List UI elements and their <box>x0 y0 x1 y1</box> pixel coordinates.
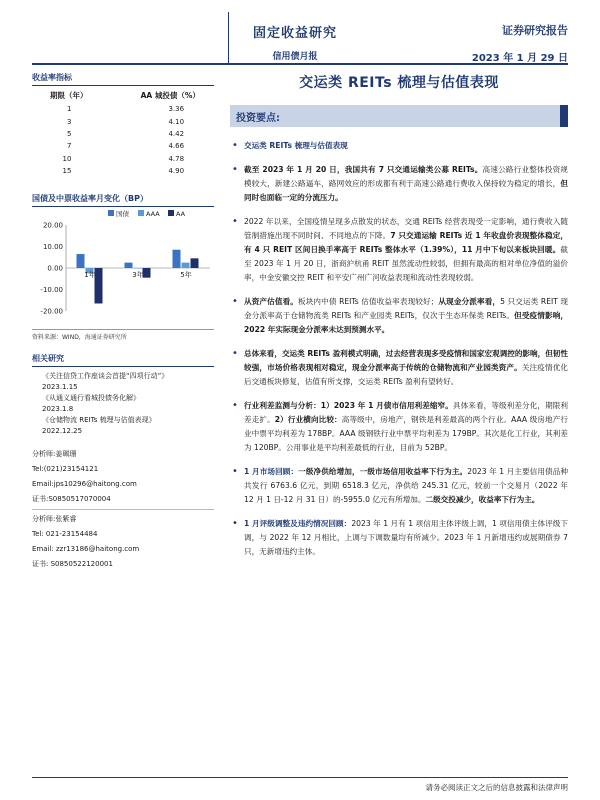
bullets <box>230 139 568 559</box>
doc-title: 交运类 REITs 梳理与估值表现 <box>299 75 499 91</box>
legend-label: AA <box>176 210 186 219</box>
table-row <box>32 128 214 140</box>
footer-rule <box>32 777 568 778</box>
header-subtitle: 信用债月报 <box>272 52 318 62</box>
analyst-cert: 证书: S0850522120001 <box>32 560 113 569</box>
research-title[interactable]: 《从通义通行看城投债务化解》 <box>42 394 140 403</box>
y-tick-label: 10.00 <box>42 243 63 252</box>
bullet-3: • 2022 年以来，全国疫情呈现多点散发的状态，交通 REITs 经营表现受一定影响，通行费收入随管制措施出现不同时间、不同地点的下降。7 只交通运输 REITs 近 1 年收盘价表现整体稳定，有 4 只 REIT 区间日换手率高于 REITs 整体水平（1.39%），11 月中下旬以来板块回暖。截至 2023 年 1 月 20 日，浙商沪杭甬 REIT 虽然流动性较弱，但拥有最高的相对单位净值的溢价率，中金安徽交控 REIT 和平安广州广河收益表现和流动性表现较弱。 <box>230 215 568 285</box>
y-tick-label: -10.00 <box>40 286 63 295</box>
x-tick-label: 5年 <box>180 271 192 280</box>
bullet-4: • 从资产估值看。板块内中债 REITs 估值收益率表现较好；从现金分派率看，5 只交运类 REIT 现金分派率高于仓储物流类 REITs 和产业园类 REITs，仅次于生态环保类 REITs。但受疫情影响，2022 年实际现金分派率未达到预测水平。 <box>230 295 568 337</box>
col-yield: AA 城投债（%） <box>140 91 200 100</box>
yield-cell: 4.66 <box>168 142 185 151</box>
bar-AAA-5年 <box>182 263 190 268</box>
research-date: 2023.1.8 <box>42 405 74 414</box>
header-right <box>472 22 568 64</box>
term-cell: 5 <box>66 129 72 138</box>
yield-table <box>32 88 214 177</box>
y-tick-label: 20.00 <box>42 221 63 230</box>
bp-bar-chart <box>32 207 214 325</box>
y-tick-label: 0.00 <box>47 264 63 273</box>
report-date: 2023 年 1 月 29 日 <box>471 53 568 64</box>
bar-国债-5年 <box>173 250 181 268</box>
legend-swatch <box>168 210 174 216</box>
research-title[interactable]: 《仓储物流 REITs 梳理与估值表现》 <box>42 416 156 425</box>
key-points-bar <box>230 105 568 127</box>
bp-chart-block <box>32 193 214 341</box>
research-date: 2022.12.25 <box>42 427 83 436</box>
table-row <box>32 115 214 127</box>
legend-label: 国债 <box>116 210 129 219</box>
bar-AAA-3年 <box>134 268 142 269</box>
analyst-divider <box>32 509 214 510</box>
bullet-8: • 1 月评级调整及违约情况回顾：2023 年 1 月有 1 项信用主体评级上调，1 项信用债主体评级下调，与 2022 年 12 月相比，上调与下调数量均有所减少。2023 年 1 月新增违约或展期债券 7 只，无新增违约主体。 <box>230 517 568 559</box>
term-cell: 7 <box>66 142 72 151</box>
analyst-block <box>32 447 214 572</box>
header-divider <box>228 12 229 63</box>
col-term: 期限（年） <box>50 91 88 100</box>
term-cell: 1 <box>66 105 72 114</box>
x-tick-label: 3年 <box>132 271 144 280</box>
bar-国债-1年 <box>77 254 85 268</box>
term-cell: 3 <box>66 117 72 126</box>
analyst-name: 分析师:张紫睿 <box>32 515 77 524</box>
yield-cell: 4.78 <box>168 154 185 163</box>
legend-swatch <box>108 210 114 216</box>
term-cell: 15 <box>62 167 72 176</box>
chart-source: 资料来源：WIND，海通证券研究所 <box>32 329 214 341</box>
x-tick-label: 1年 <box>84 271 96 280</box>
analyst-tel: Tel: 021-23154484 <box>32 530 98 539</box>
bullet-1: • 交运类 REITs 梳理与估值表现 <box>230 139 568 153</box>
analyst-email[interactable]: Email: zzr13186@haitong.com <box>32 545 140 554</box>
bullet-2: • 截至 2023 年 1 月 20 日，我国共有 7 只交通运输类公募 REITs。高速公路行业整体投资规模较大，新建公路逼车，路网效应的形成都有利于高速公路通行费收入保持较为稳定的增长，但同时也面临一定的分流压力。 <box>230 163 568 205</box>
bullet-6: • 行业利差监测与分析：1）2023 年 1 月债市信用利差缩窄。具体来看，等级利差分化，期限利差走扩。2）行业横向比较：高等级中，房地产，钢铁是利差最高的两个行业。AAA 级房地产行业中票平均利差为 178BP。AAA 级钢铁行业中票平均利差为 179BP。其次是化工行业，其利差为 120BP。公用事业是平均利差最低的行业，目前为 52BP。 <box>230 399 568 455</box>
research-title[interactable]: 《关注信贷工作座谈会首提“四项行动”》 <box>42 372 169 381</box>
table-row <box>32 153 214 165</box>
yield-cell: 4.10 <box>168 117 185 126</box>
legend-label: AAA <box>146 210 160 219</box>
bullet-5: • 总体来看，交运类 REITs 盈利模式明确，过去经营表现多受疫情和国家宏观调控的影响，但韧性较强，市场价格表现相对稳定，现金分派率高于传统的仓储物流和产业园类资产。关注疫情优化后交通板块修复，估值有所支撑，交运类 REITs 盈利有望转好。 <box>230 347 568 389</box>
header-title: 固定收益研究 <box>252 26 337 41</box>
research-heading: 相关研究 <box>32 353 214 367</box>
term-cell: 10 <box>62 154 72 163</box>
y-tick-label: -20.00 <box>40 307 63 316</box>
analyst-tel: Tel:(021)23154121 <box>32 465 99 474</box>
report-type: 证券研究报告 <box>502 24 568 37</box>
table-row <box>32 165 214 177</box>
bullet-7: • 1 月市场回顾：一级净供给增加，一级市场信用收益率下行为主。2023 年 1 月主要信用债品种共发行 6763.6 亿元，到期 6518.3 亿元，净供给 245.31 亿元，较前一个交易月（2022 年 12 月 1 日-12 月 31 日）的-5955.0 亿元有所增加。二级交投减少，收益率下行为主。 <box>230 465 568 507</box>
research-date: 2023.1.15 <box>42 383 78 392</box>
analyst-email[interactable]: Email:jps10296@haitong.com <box>32 480 137 489</box>
table-row <box>32 103 214 115</box>
yield-cell: 4.90 <box>168 167 185 176</box>
key-points-label: 投资要点: <box>236 113 280 124</box>
sidebar <box>32 72 214 572</box>
yield-table-heading: 收益率指标 <box>32 72 214 86</box>
footer-note: 请务必阅读正文之后的信息披露和法律声明 <box>425 783 568 792</box>
related-research <box>32 353 214 437</box>
header-left <box>240 22 350 62</box>
yield-cell: 3.36 <box>168 105 185 114</box>
table-row <box>32 140 214 152</box>
main-column <box>230 72 568 559</box>
legend-swatch <box>138 210 144 216</box>
analyst-name: 分析师:姜珮珊 <box>32 450 77 459</box>
chart-title: 国债及中票收益率月变化（BP） <box>32 193 214 207</box>
analyst-cert: 证书:S0850517070004 <box>32 495 111 504</box>
bar-AA-5年 <box>191 259 199 269</box>
bar-国债-3年 <box>125 263 133 268</box>
header-rule <box>32 63 568 65</box>
yield-cell: 4.42 <box>168 129 185 138</box>
